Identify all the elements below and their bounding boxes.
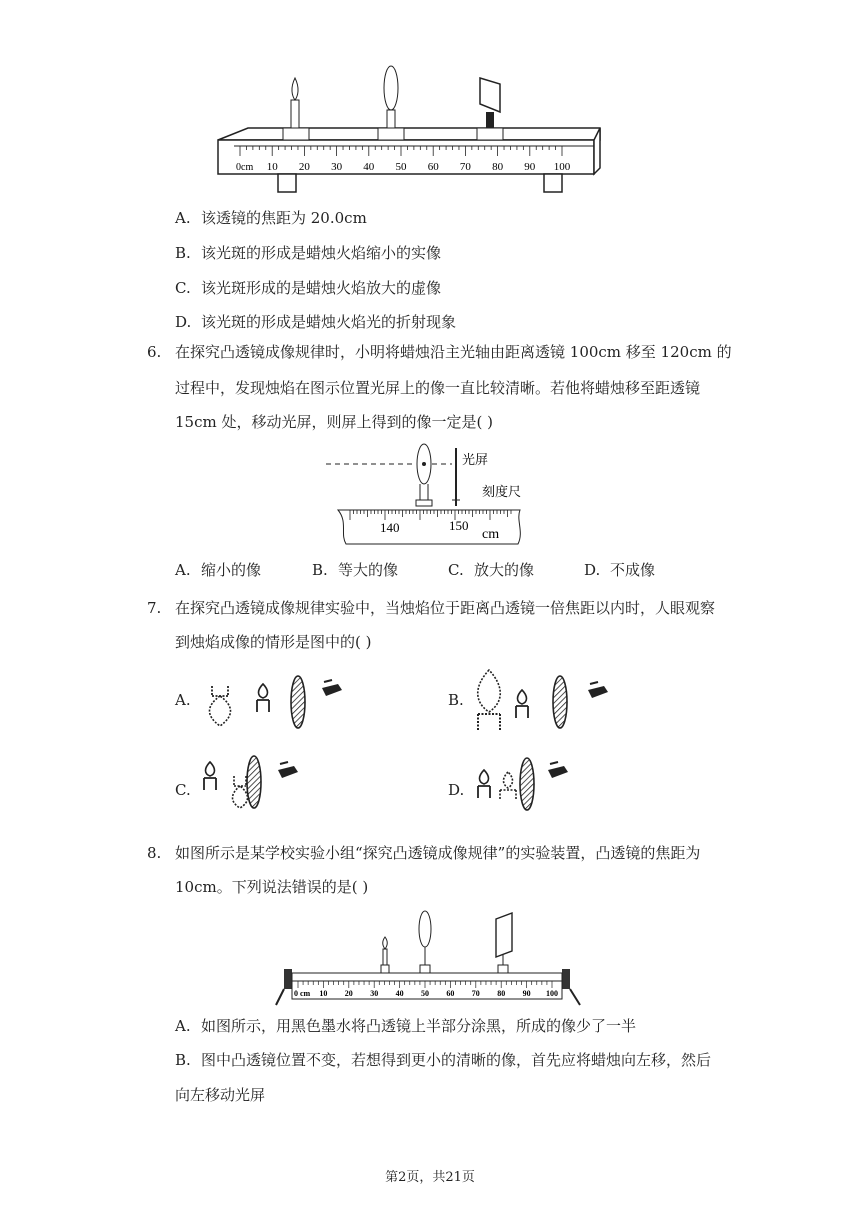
q7-stem-line-1: 在探究凸透镜成像规律实验中，当烛焰位于距离凸透镜一倍焦距以内时，人眼观察 xyxy=(175,599,716,617)
q6-option-b xyxy=(312,560,398,580)
ruler3-tick-label: 40 xyxy=(395,989,404,998)
q5-option-b-text: 该光斑的形成是蜡烛火焰缩小的实像 xyxy=(201,244,442,262)
q5-option-b xyxy=(175,243,441,263)
ruler3-tick-label: 80 xyxy=(497,989,506,998)
q6-number: 6. xyxy=(147,343,162,361)
q8-option-b-text-1: 图中凸透镜位置不变，若想得到更小的清晰的像，首先应将蜡烛向左移，然后 xyxy=(201,1051,712,1069)
q7-stem-line-2: 到烛焰成像的情形是图中的( ) xyxy=(175,633,372,651)
q6-option-d-text: 不成像 xyxy=(610,561,656,579)
ruler-tick-label: 10 xyxy=(266,161,278,173)
q7-option-d-label: D. xyxy=(448,781,465,799)
q8-stem-line-2: 10cm。下列说法错误的是( ) xyxy=(175,878,369,896)
q7-option-a-label: A. xyxy=(175,691,191,709)
ruler-tick-label: 90 xyxy=(524,161,536,173)
optical-bench-figure-1 xyxy=(0,0,860,200)
page-footer: 第2页，共21页 xyxy=(385,1170,475,1185)
ruler-tick-label: 60 xyxy=(427,161,439,173)
q7-number: 7. xyxy=(147,599,162,617)
q8-option-a-key: A. xyxy=(175,1017,191,1035)
q5-option-d-key: D. xyxy=(175,313,192,331)
ruler-label: 刻度尺 xyxy=(482,484,522,499)
q5-option-a-key: A. xyxy=(175,209,191,227)
tick-140: 140 xyxy=(380,520,400,535)
ruler3-tick-label: 30 xyxy=(370,989,379,998)
q7-option-c-figure xyxy=(204,756,298,808)
q8-option-b-text-2: 向左移动光屏 xyxy=(175,1086,266,1104)
q5-option-c-text: 该光斑形成的是蜡烛火焰放大的虚像 xyxy=(201,279,442,297)
ruler3-tick-label: 20 xyxy=(344,989,353,998)
q5-option-c-key: C. xyxy=(175,279,191,297)
q8-option-b-key: B. xyxy=(175,1051,191,1069)
unit-cm: cm xyxy=(482,527,500,542)
ruler-tick-label: 20 xyxy=(298,161,310,173)
ruler3-tick-label: 100 xyxy=(546,989,558,998)
q6-option-a-text: 缩小的像 xyxy=(201,561,262,579)
q6-option-d-key: D. xyxy=(584,561,601,579)
screen-label: 光屏 xyxy=(462,452,489,467)
ruler-tick-label: 40 xyxy=(363,161,375,173)
q8-option-a xyxy=(175,1016,636,1036)
q8-stem-line-1: 如图所示是某学校实验小组“探究凸透镜成像规律”的实验装置，凸透镜的焦距为 xyxy=(175,844,701,862)
q7-option-c-label: C. xyxy=(175,781,191,799)
ruler-tick-label: 100 xyxy=(553,161,571,173)
q6-option-b-text: 等大的像 xyxy=(338,561,399,579)
q7-option-a-figure xyxy=(210,676,343,728)
ruler3-tick-label: 50 xyxy=(421,989,429,998)
ruler3-tick-label: 10 xyxy=(319,989,328,998)
ruler-tick-label: 70 xyxy=(459,161,471,173)
ruler3-tick-label: 70 xyxy=(471,989,480,998)
ruler-zero-label: 0cm xyxy=(236,162,254,173)
q6-stem-line-2: 过程中，发现烛焰在图示位置光屏上的像一直比较清晰。若他将蜡烛移至距透镜 xyxy=(175,379,701,397)
q7-option-figures xyxy=(0,660,860,830)
q6-stem-line-3: 15cm 处，移动光屏，则屏上得到的像一定是( ) xyxy=(175,413,493,431)
q6-option-c-text: 放大的像 xyxy=(474,561,535,579)
q5-option-c xyxy=(175,278,441,298)
q5-option-a xyxy=(175,208,367,228)
q8-option-a-text: 如图所示，用黑色墨水将凸透镜上半部分涂黑，所成的像少了一半 xyxy=(201,1017,637,1035)
q7-option-b-label: B. xyxy=(448,691,464,709)
optical-bench-figure-3 xyxy=(0,905,860,1015)
tick-150: 150 xyxy=(449,518,469,533)
ruler3-tick-label: 90 xyxy=(522,989,531,998)
q5-option-d-text: 该光斑的形成是蜡烛火焰光的折射现象 xyxy=(201,313,457,331)
ruler3-tick-label: 60 xyxy=(446,989,455,998)
q6-option-c xyxy=(448,560,534,580)
q8-option-b xyxy=(175,1050,711,1070)
ruler-tick-label: 80 xyxy=(492,161,504,173)
q6-option-d xyxy=(584,560,655,580)
ruler3-zero-label: 0 cm xyxy=(294,989,311,998)
q8-number: 8. xyxy=(147,844,162,862)
q7-option-b-figure xyxy=(478,670,608,730)
ruler-tick-label: 50 xyxy=(395,161,407,173)
q6-option-a xyxy=(175,560,261,580)
q5-option-d xyxy=(175,312,456,332)
q5-option-b-key: B. xyxy=(175,244,191,262)
q6-option-c-key: C. xyxy=(448,561,464,579)
ruler-tick-label: 30 xyxy=(331,161,343,173)
q5-option-a-text: 该透镜的焦距为 20.0cm xyxy=(201,209,367,227)
q6-option-a-key: A. xyxy=(175,561,191,579)
q7-option-d-figure xyxy=(478,758,568,810)
q6-option-b-key: B. xyxy=(312,561,328,579)
optical-bench-figure-2 xyxy=(0,440,860,550)
q6-stem-line-1: 在探究凸透镜成像规律时，小明将蜡烛沿主光轴由距离透镜 100cm 移至 120cm 的 xyxy=(175,343,732,361)
